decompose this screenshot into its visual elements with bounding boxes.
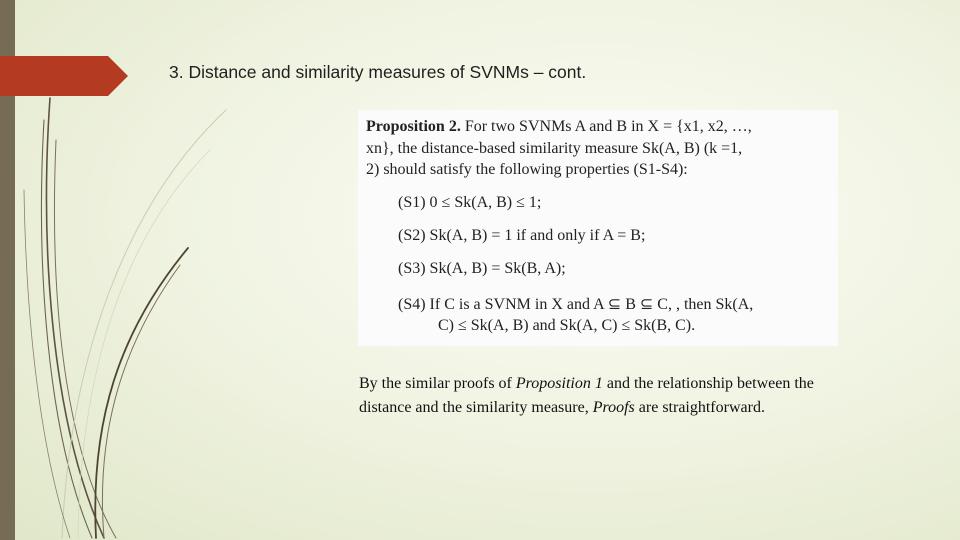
proposition-image xyxy=(358,110,838,346)
property-s2: (S2) Sk(A, B) = 1 if and only if A = B; xyxy=(398,227,646,244)
property-s1: (S1) 0 ≤ Sk(A, B) ≤ 1; xyxy=(398,194,542,211)
body-text-part-1: By the similar proofs of xyxy=(359,375,516,392)
body-paragraph xyxy=(359,372,839,420)
slide-title: 3. Distance and similarity measures of SVNMs – cont. xyxy=(169,62,587,82)
body-italic-proofs: Proofs xyxy=(592,399,635,416)
proposition-line-3: 2) should satisfy the following properties (S1-S4): xyxy=(366,161,688,178)
property-s3: (S3) Sk(A, B) = Sk(B, A); xyxy=(398,260,566,277)
property-s4-line-1: (S4) If C is a SVNM in X and A ⊆ B ⊆ C, , then Sk(A, xyxy=(398,296,754,313)
body-text-part-2: and the relationship between the distance and the similarity measure, xyxy=(359,375,814,416)
proposition-line-1: For two SVNMs A and B in X = {x1, x2, …, xyxy=(460,118,752,135)
proposition-line-2: xn}, the distance-based similarity measure Sk(A, B) (k =1, xyxy=(366,140,743,157)
proposition-heading xyxy=(366,118,752,136)
body-text-part-3: are straightforward. xyxy=(634,399,765,416)
proposition-label: Proposition 2. xyxy=(366,118,461,135)
body-italic-proposition: Proposition 1 xyxy=(515,375,603,392)
property-s4-line-2: C) ≤ Sk(A, B) and Sk(A, C) ≤ Sk(B, C). xyxy=(438,317,696,334)
